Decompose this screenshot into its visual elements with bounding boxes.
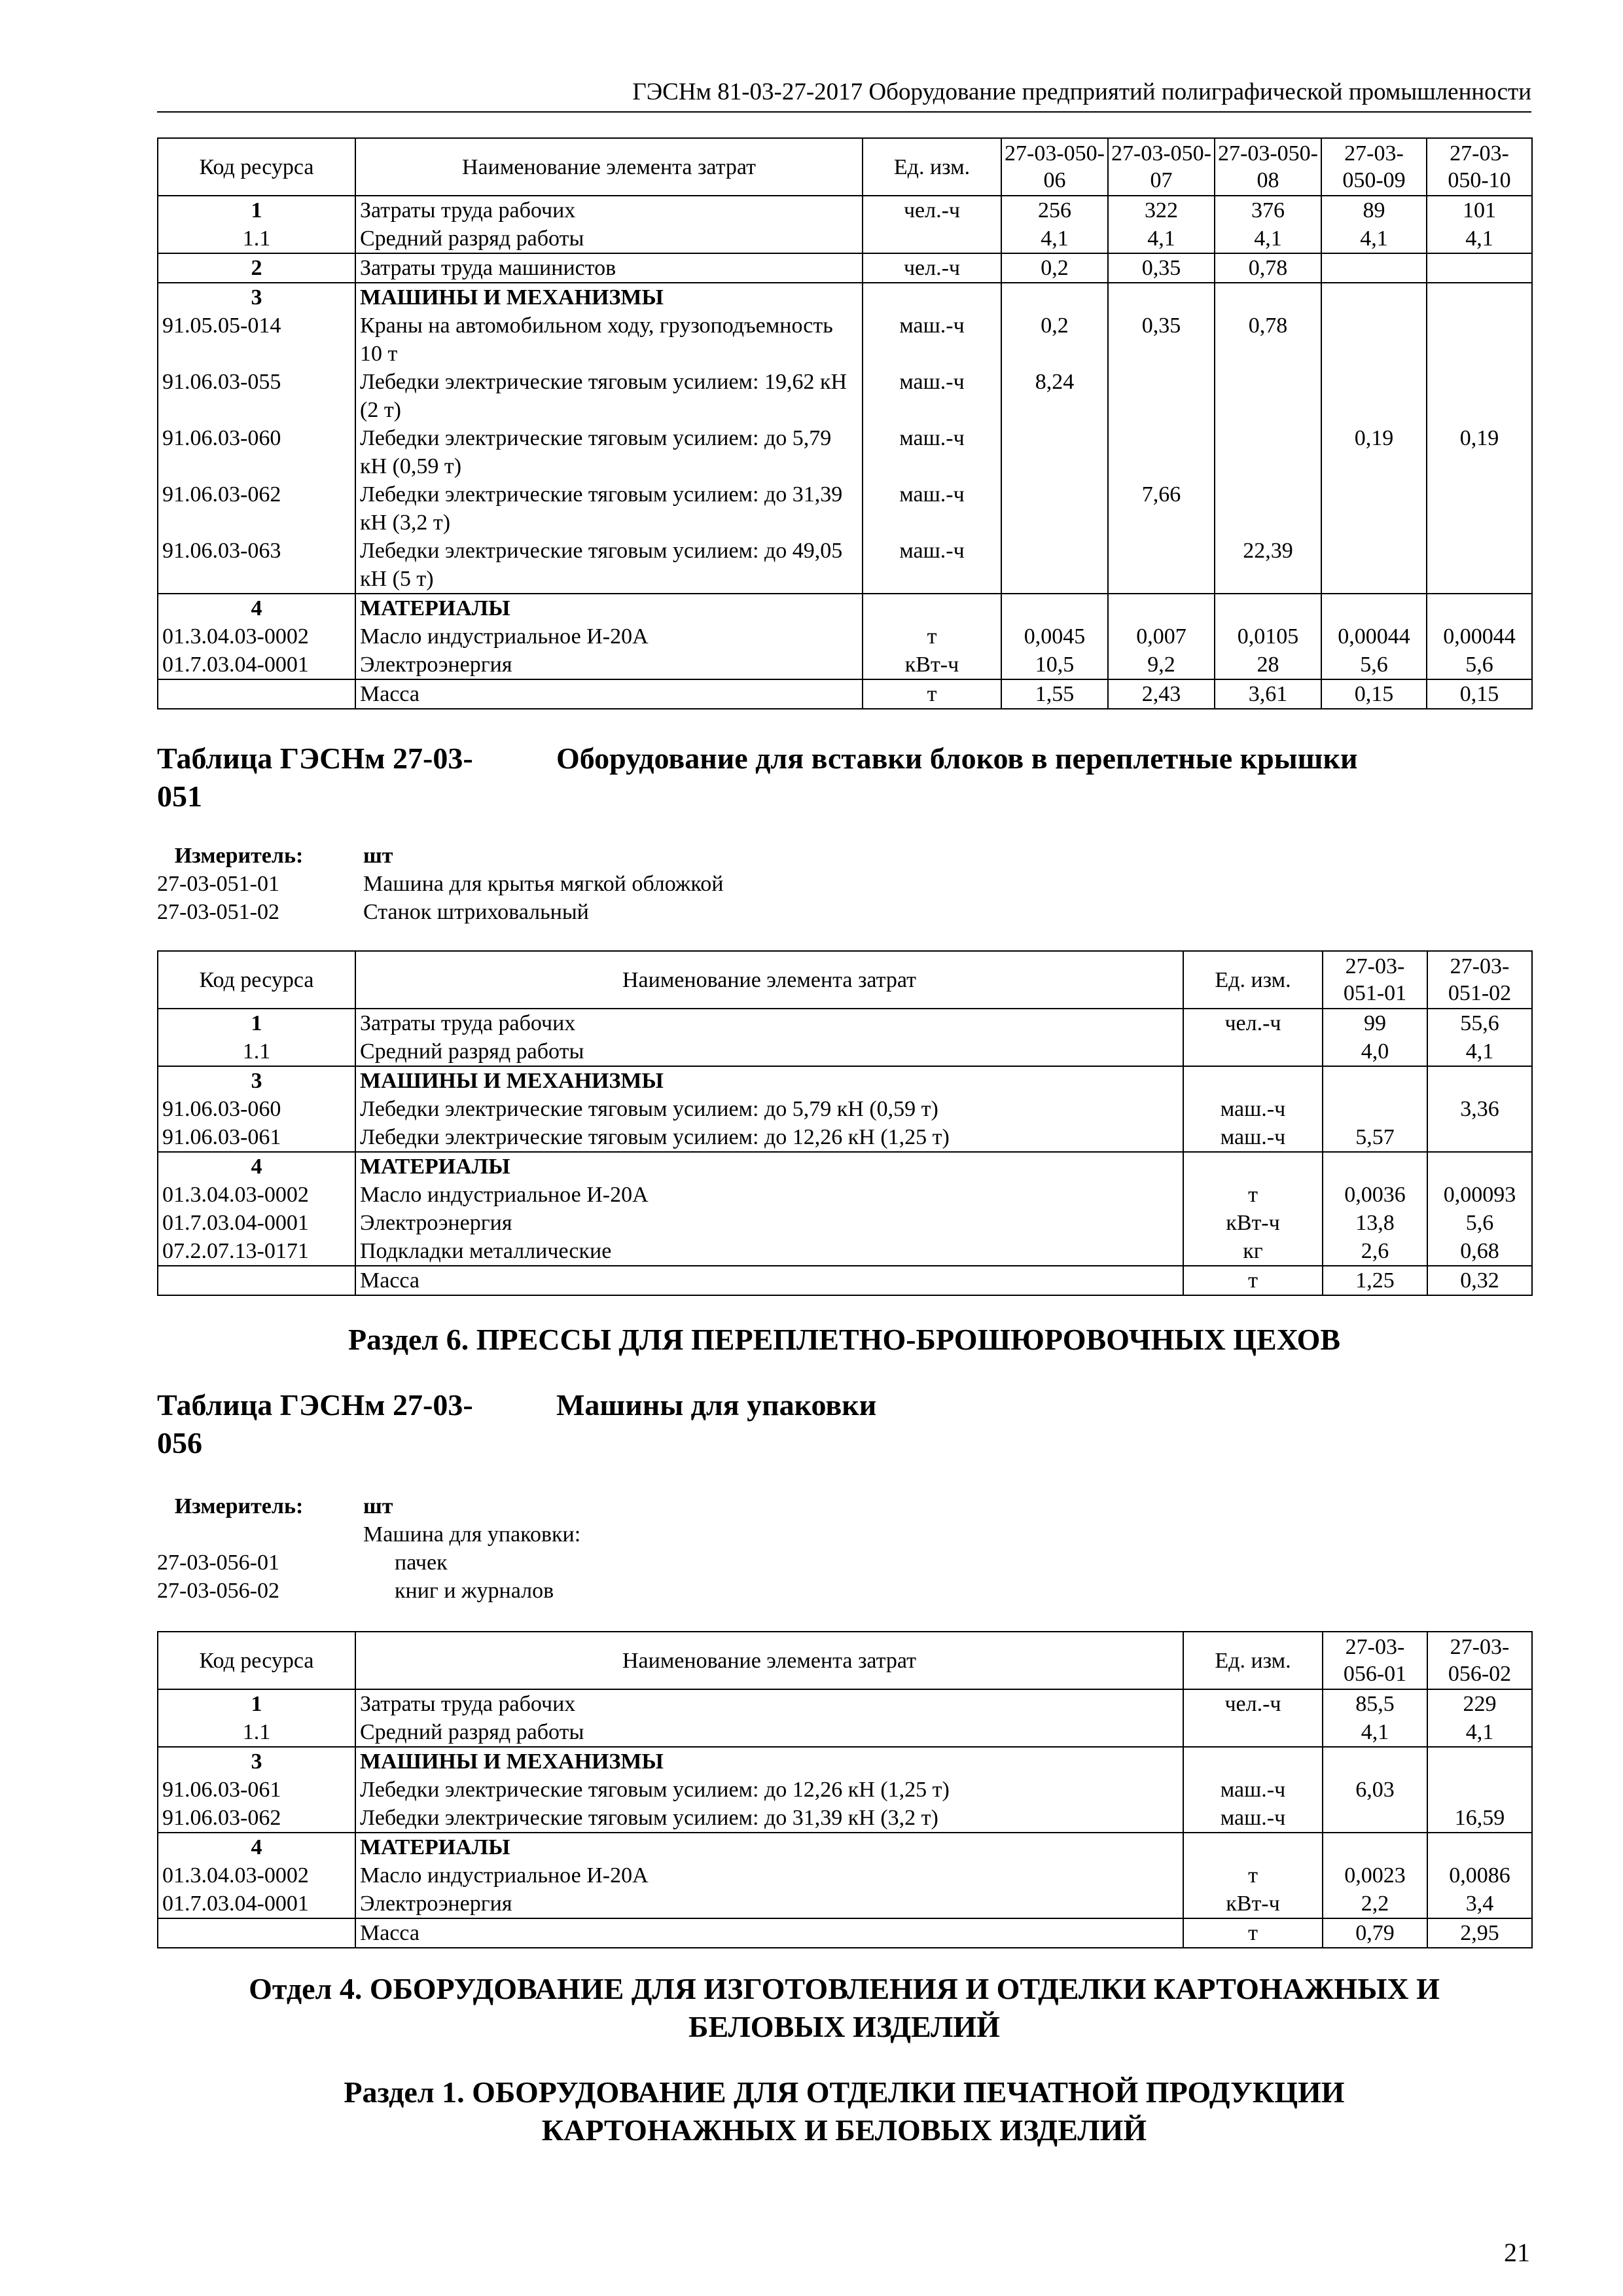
- cost-element-name-cell: Масса: [355, 1918, 1183, 1948]
- resource-code-cell: 91.06.03-055: [158, 368, 355, 424]
- table-row: [158, 196, 1532, 224]
- column-header: Ед. изм.: [863, 138, 1001, 196]
- unit-cell: чел.-ч: [863, 253, 1001, 283]
- norm-value-cell: 28: [1215, 651, 1321, 679]
- column-header: Ед. изм.: [1183, 951, 1323, 1009]
- item-code: 27-03-051-02: [157, 900, 279, 924]
- cost-element-name-cell: Масло индустриальное И-20А: [355, 622, 863, 651]
- unit-cell: кВт-ч: [1183, 1890, 1323, 1918]
- table-056-container: [157, 1631, 1531, 1948]
- resource-code-cell: [158, 1266, 355, 1295]
- norm-value-cell: [1427, 368, 1532, 424]
- column-header: 27-03-056-01: [1323, 1632, 1427, 1689]
- norm-value-cell: 0,007: [1108, 622, 1215, 651]
- norm-value-cell: [1323, 1747, 1427, 1776]
- cost-element-name-cell: Лебедки электрические тяговым усилием: до 5,79 кН (0,59 т): [355, 1095, 1183, 1123]
- table-row: [158, 1804, 1532, 1833]
- cost-element-name-cell: Масса: [355, 1266, 1183, 1295]
- norm-value-cell: 1,55: [1001, 679, 1108, 709]
- item-name: пачек: [395, 1551, 448, 1575]
- norm-value-cell: 0,00093: [1427, 1181, 1532, 1209]
- table-row: [158, 594, 1532, 622]
- table-row: [158, 1861, 1532, 1890]
- norm-value-cell: 16,59: [1427, 1804, 1532, 1833]
- cost-element-name-cell: Электроэнергия: [355, 651, 863, 679]
- unit-cell: чел.-ч: [863, 196, 1001, 224]
- resource-code-cell: 1: [158, 1009, 355, 1037]
- unit-cell: [1183, 1833, 1323, 1861]
- norm-value-cell: 9,2: [1108, 651, 1215, 679]
- meter-value: шт: [363, 1494, 393, 1518]
- norm-value-cell: [1323, 1095, 1427, 1123]
- norm-value-cell: 0,15: [1321, 679, 1427, 709]
- table-header-row: [158, 951, 1532, 1009]
- cost-element-name-cell: МАШИНЫ И МЕХАНИЗМЫ: [355, 283, 863, 312]
- norm-value-cell: 0,78: [1215, 253, 1321, 283]
- table-row: [158, 622, 1532, 651]
- resource-code-cell: 91.06.03-061: [158, 1776, 355, 1804]
- norm-value-cell: 0,2: [1001, 312, 1108, 368]
- cost-element-name-cell: МАТЕРИАЛЫ: [355, 1833, 1183, 1861]
- unit-cell: кг: [1183, 1237, 1323, 1266]
- column-header: 27-03-050-08: [1215, 138, 1321, 196]
- cost-element-name-cell: МАТЕРИАЛЫ: [355, 594, 863, 622]
- table-row: [158, 1181, 1532, 1209]
- norm-value-cell: 10,5: [1001, 651, 1108, 679]
- unit-cell: маш.-ч: [863, 480, 1001, 537]
- table-051-meter: [157, 842, 1531, 927]
- norm-value-cell: [1108, 283, 1215, 312]
- cost-element-name-cell: Затраты труда рабочих: [355, 1689, 1183, 1718]
- resource-code-cell: 4: [158, 1152, 355, 1181]
- norm-value-cell: 4,1: [1321, 224, 1427, 253]
- resource-table-050: [157, 137, 1533, 709]
- unit-cell: т: [863, 622, 1001, 651]
- cost-element-name-cell: МАТЕРИАЛЫ: [355, 1152, 1183, 1181]
- norm-value-cell: [1323, 1066, 1427, 1095]
- column-header: 27-03-050-09: [1321, 138, 1427, 196]
- norm-value-cell: [1001, 424, 1108, 480]
- running-header: ГЭСНм 81-03-27-2017 Оборудование предприятий полиграфической промышленности: [157, 73, 1531, 113]
- unit-cell: маш.-ч: [863, 424, 1001, 480]
- column-header: 27-03-051-01: [1323, 951, 1427, 1009]
- norm-value-cell: 0,00044: [1427, 622, 1532, 651]
- table-row: [158, 1066, 1532, 1095]
- norm-value-cell: 0,0036: [1323, 1181, 1427, 1209]
- resource-code-cell: 91.06.03-061: [158, 1123, 355, 1152]
- table-056-title: Машины для упаковки: [556, 1388, 877, 1422]
- norm-value-cell: 322: [1108, 196, 1215, 224]
- norm-value-cell: [1321, 283, 1427, 312]
- norm-value-cell: 0,68: [1427, 1237, 1532, 1266]
- resource-table-056: [157, 1631, 1533, 1948]
- resource-code-cell: 1.1: [158, 1718, 355, 1747]
- table-row: [158, 1689, 1532, 1718]
- resource-code-cell: 01.7.03.04-0001: [158, 1890, 355, 1918]
- norm-value-cell: 4,1: [1215, 224, 1321, 253]
- norm-value-cell: [1427, 1776, 1532, 1804]
- norm-value-cell: 55,6: [1427, 1009, 1532, 1037]
- unit-cell: [1183, 1066, 1323, 1095]
- item-name: книг и журналов: [395, 1579, 554, 1603]
- table-row: [158, 1890, 1532, 1918]
- unit-cell: [1183, 1718, 1323, 1747]
- column-header: Код ресурса: [158, 138, 355, 196]
- column-header: 27-03-056-02: [1427, 1632, 1532, 1689]
- unit-cell: маш.-ч: [863, 312, 1001, 368]
- section-6-heading: Раздел 6. ПРЕССЫ ДЛЯ ПЕРЕПЛЕТНО-БРОШЮРОВОЧНЫХ ЦЕХОВ: [348, 1323, 1341, 1356]
- norm-value-cell: [1108, 368, 1215, 424]
- norm-value-cell: 4,0: [1323, 1037, 1427, 1066]
- unit-cell: чел.-ч: [1183, 1689, 1323, 1718]
- unit-cell: маш.-ч: [863, 368, 1001, 424]
- resource-code-cell: 3: [158, 1747, 355, 1776]
- resource-code-cell: 01.3.04.03-0002: [158, 1181, 355, 1209]
- unit-cell: т: [1183, 1861, 1323, 1890]
- norm-value-cell: 0,2: [1001, 253, 1108, 283]
- norm-value-cell: [1215, 283, 1321, 312]
- norm-value-cell: [1321, 368, 1427, 424]
- cost-element-name-cell: Средний разряд работы: [355, 1037, 1183, 1066]
- cost-element-name-cell: Масса: [355, 679, 863, 709]
- table-row: [158, 1918, 1532, 1948]
- norm-value-cell: [1001, 480, 1108, 537]
- table-row: [158, 679, 1532, 709]
- norm-value-cell: 0,19: [1321, 424, 1427, 480]
- table-051-container: [157, 950, 1531, 1296]
- norm-value-cell: 4,1: [1323, 1718, 1427, 1747]
- norm-value-cell: [1427, 1066, 1532, 1095]
- norm-value-cell: [1321, 253, 1427, 283]
- meter-value: шт: [363, 844, 393, 868]
- resource-code-cell: 91.06.03-062: [158, 1804, 355, 1833]
- column-header: 27-03-051-02: [1427, 951, 1532, 1009]
- norm-value-cell: 256: [1001, 196, 1108, 224]
- unit-cell: [863, 224, 1001, 253]
- table-row: [158, 1237, 1532, 1266]
- norm-value-cell: 13,8: [1323, 1209, 1427, 1237]
- unit-cell: т: [1183, 1266, 1323, 1295]
- column-header: Наименование элемента затрат: [355, 951, 1183, 1009]
- resource-code-cell: 91.06.03-063: [158, 537, 355, 594]
- table-row: [158, 224, 1532, 253]
- resource-code-cell: 1: [158, 1689, 355, 1718]
- unit-cell: чел.-ч: [1183, 1009, 1323, 1037]
- table-row: [158, 480, 1532, 537]
- resource-code-cell: 1.1: [158, 1037, 355, 1066]
- norm-value-cell: 0,00044: [1321, 622, 1427, 651]
- norm-value-cell: 5,6: [1321, 651, 1427, 679]
- resource-code-cell: 91.06.03-060: [158, 1095, 355, 1123]
- column-header: Ед. изм.: [1183, 1632, 1323, 1689]
- norm-value-cell: 85,5: [1323, 1689, 1427, 1718]
- cost-element-name-cell: Электроэнергия: [355, 1209, 1183, 1237]
- cost-element-name-cell: Лебедки электрические тяговым усилием: до 31,39 кН (3,2 т): [355, 1804, 1183, 1833]
- table-header-row: [158, 1632, 1532, 1689]
- norm-value-cell: 2,95: [1427, 1918, 1532, 1948]
- norm-value-cell: 0,78: [1215, 312, 1321, 368]
- norm-value-cell: [1321, 480, 1427, 537]
- norm-value-cell: [1321, 594, 1427, 622]
- cost-element-name-cell: Лебедки электрические тяговым усилием: до 5,79 кН (0,59 т): [355, 424, 863, 480]
- unit-cell: маш.-ч: [1183, 1804, 1323, 1833]
- norm-value-cell: 229: [1427, 1689, 1532, 1718]
- page-number: 21: [1504, 2238, 1530, 2267]
- resource-table-051: [157, 950, 1533, 1296]
- norm-value-cell: [1427, 537, 1532, 594]
- cost-element-name-cell: Лебедки электрические тяговым усилием: до 12,26 кН (1,25 т): [355, 1776, 1183, 1804]
- norm-value-cell: [1215, 424, 1321, 480]
- cost-element-name-cell: Подкладки металлические: [355, 1237, 1183, 1266]
- unit-cell: маш.-ч: [1183, 1095, 1323, 1123]
- norm-value-cell: 0,15: [1427, 679, 1532, 709]
- column-header: Наименование элемента затрат: [355, 138, 863, 196]
- item-name: Машина для крытья мягкой обложкой: [363, 872, 724, 896]
- cost-element-name-cell: Масло индустриальное И-20А: [355, 1861, 1183, 1890]
- resource-code-cell: 4: [158, 1833, 355, 1861]
- norm-value-cell: [1427, 1123, 1532, 1152]
- resource-code-cell: 91.06.03-062: [158, 480, 355, 537]
- table-050-container: [157, 137, 1531, 709]
- cost-element-name-cell: Средний разряд работы: [355, 1718, 1183, 1747]
- table-051-number: Таблица ГЭСНм 27-03-051: [157, 742, 473, 813]
- norm-value-cell: 5,6: [1427, 651, 1532, 679]
- norm-value-cell: [1323, 1152, 1427, 1181]
- norm-value-cell: 2,6: [1323, 1237, 1427, 1266]
- cost-element-name-cell: Электроэнергия: [355, 1890, 1183, 1918]
- norm-value-cell: [1321, 537, 1427, 594]
- table-row: [158, 368, 1532, 424]
- norm-value-cell: [1427, 253, 1532, 283]
- norm-value-cell: [1108, 537, 1215, 594]
- unit-cell: [863, 594, 1001, 622]
- norm-value-cell: 7,66: [1108, 480, 1215, 537]
- resource-code-cell: [158, 1918, 355, 1948]
- unit-cell: маш.-ч: [1183, 1123, 1323, 1152]
- table-row: [158, 537, 1532, 594]
- table-row: [158, 1266, 1532, 1295]
- norm-value-cell: 0,35: [1108, 253, 1215, 283]
- resource-code-cell: 3: [158, 283, 355, 312]
- resource-code-cell: 1: [158, 196, 355, 224]
- unit-cell: т: [863, 679, 1001, 709]
- norm-value-cell: [1427, 312, 1532, 368]
- table-row: [158, 1123, 1532, 1152]
- table-056-number: Таблица ГЭСНм 27-03-056: [157, 1388, 473, 1460]
- norm-value-cell: 101: [1427, 196, 1532, 224]
- norm-value-cell: 2,43: [1108, 679, 1215, 709]
- item-group-name: Машина для упаковки:: [363, 1522, 581, 1547]
- norm-value-cell: 4,1: [1427, 224, 1532, 253]
- cost-element-name-cell: Краны на автомобильном ходу, грузоподъемность 10 т: [355, 312, 863, 368]
- norm-value-cell: [1427, 1747, 1532, 1776]
- column-header: Наименование элемента затрат: [355, 1632, 1183, 1689]
- resource-code-cell: 4: [158, 594, 355, 622]
- section-1-heading: Раздел 1. ОБОРУДОВАНИЕ ДЛЯ ОТДЕЛКИ ПЕЧАТНОЙ ПРОДУКЦИИ КАРТОНАЖНЫХ И БЕЛОВЫХ ИЗДЕЛИЙ: [344, 2075, 1345, 2147]
- norm-value-cell: [1215, 368, 1321, 424]
- resource-code-cell: 91.05.05-014: [158, 312, 355, 368]
- norm-value-cell: [1001, 283, 1108, 312]
- norm-value-cell: 3,61: [1215, 679, 1321, 709]
- norm-value-cell: 4,1: [1001, 224, 1108, 253]
- table-row: [158, 1833, 1532, 1861]
- cost-element-name-cell: МАШИНЫ И МЕХАНИЗМЫ: [355, 1747, 1183, 1776]
- table-row: [158, 1009, 1532, 1037]
- norm-value-cell: 22,39: [1215, 537, 1321, 594]
- column-header: Код ресурса: [158, 1632, 355, 1689]
- resource-code-cell: 07.2.07.13-0171: [158, 1237, 355, 1266]
- column-header: 27-03-050-06: [1001, 138, 1108, 196]
- cost-element-name-cell: Лебедки электрические тяговым усилием: до 31,39 кН (3,2 т): [355, 480, 863, 537]
- norm-value-cell: 4,1: [1427, 1037, 1532, 1066]
- norm-value-cell: [1323, 1833, 1427, 1861]
- norm-value-cell: [1427, 480, 1532, 537]
- norm-value-cell: [1215, 594, 1321, 622]
- norm-value-cell: 0,0045: [1001, 622, 1108, 651]
- table-header-row: [158, 138, 1532, 196]
- norm-value-cell: 5,6: [1427, 1209, 1532, 1237]
- norm-value-cell: 99: [1323, 1009, 1427, 1037]
- resource-code-cell: 2: [158, 253, 355, 283]
- table-row: [158, 1152, 1532, 1181]
- table-051-title: Оборудование для вставки блоков в переплетные крышки: [556, 742, 1358, 775]
- unit-cell: [1183, 1747, 1323, 1776]
- unit-cell: т: [1183, 1918, 1323, 1948]
- resource-code-cell: [158, 679, 355, 709]
- unit-cell: [863, 283, 1001, 312]
- department-4-heading: Отдел 4. ОБОРУДОВАНИЕ ДЛЯ ИЗГОТОВЛЕНИЯ И ОТДЕЛКИ КАРТОНАЖНЫХ И БЕЛОВЫХ ИЗДЕЛИЙ: [249, 1972, 1440, 2043]
- norm-value-cell: [1321, 312, 1427, 368]
- resource-code-cell: 01.3.04.03-0002: [158, 1861, 355, 1890]
- unit-cell: [1183, 1152, 1323, 1181]
- cost-element-name-cell: Лебедки электрические тяговым усилием: до 49,05 кН (5 т): [355, 537, 863, 594]
- table-row: [158, 1718, 1532, 1747]
- unit-cell: [1183, 1037, 1323, 1066]
- unit-cell: кВт-ч: [863, 651, 1001, 679]
- table-row: [158, 253, 1532, 283]
- norm-value-cell: 0,79: [1323, 1918, 1427, 1948]
- resource-code-cell: 01.7.03.04-0001: [158, 651, 355, 679]
- table-row: [158, 1095, 1532, 1123]
- norm-value-cell: 0,35: [1108, 312, 1215, 368]
- norm-value-cell: 0,32: [1427, 1266, 1532, 1295]
- table-056-meter: [157, 1492, 1531, 1607]
- norm-value-cell: [1427, 594, 1532, 622]
- resource-code-cell: 01.3.04.03-0002: [158, 622, 355, 651]
- norm-value-cell: 5,57: [1323, 1123, 1427, 1152]
- norm-value-cell: 0,0086: [1427, 1861, 1532, 1890]
- cost-element-name-cell: Затраты труда рабочих: [355, 196, 863, 224]
- unit-cell: маш.-ч: [863, 537, 1001, 594]
- unit-cell: маш.-ч: [1183, 1776, 1323, 1804]
- norm-value-cell: 6,03: [1323, 1776, 1427, 1804]
- norm-value-cell: 89: [1321, 196, 1427, 224]
- table-row: [158, 1747, 1532, 1776]
- norm-value-cell: 8,24: [1001, 368, 1108, 424]
- cost-element-name-cell: Затраты труда машинистов: [355, 253, 863, 283]
- resource-code-cell: 1.1: [158, 224, 355, 253]
- norm-value-cell: [1108, 594, 1215, 622]
- norm-value-cell: 3,36: [1427, 1095, 1532, 1123]
- column-header: Код ресурса: [158, 951, 355, 1009]
- cost-element-name-cell: Лебедки электрические тяговым усилием: 19,62 кН (2 т): [355, 368, 863, 424]
- norm-value-cell: 0,19: [1427, 424, 1532, 480]
- column-header: 27-03-050-07: [1108, 138, 1215, 196]
- table-row: [158, 1209, 1532, 1237]
- table-row: [158, 283, 1532, 312]
- norm-value-cell: 0,0105: [1215, 622, 1321, 651]
- item-code: 27-03-056-01: [157, 1551, 279, 1575]
- norm-value-cell: 4,1: [1427, 1718, 1532, 1747]
- resource-code-cell: 91.06.03-060: [158, 424, 355, 480]
- column-header: 27-03-050-10: [1427, 138, 1532, 196]
- meter-label: Измеритель:: [174, 1494, 304, 1518]
- norm-value-cell: 3,4: [1427, 1890, 1532, 1918]
- resource-code-cell: 01.7.03.04-0001: [158, 1209, 355, 1237]
- norm-value-cell: 1,25: [1323, 1266, 1427, 1295]
- table-row: [158, 1776, 1532, 1804]
- table-row: [158, 651, 1532, 679]
- cost-element-name-cell: Средний разряд работы: [355, 224, 863, 253]
- norm-value-cell: [1323, 1804, 1427, 1833]
- cost-element-name-cell: МАШИНЫ И МЕХАНИЗМЫ: [355, 1066, 1183, 1095]
- norm-value-cell: 2,2: [1323, 1890, 1427, 1918]
- norm-value-cell: 4,1: [1108, 224, 1215, 253]
- norm-value-cell: [1427, 1152, 1532, 1181]
- cost-element-name-cell: Лебедки электрические тяговым усилием: до 12,26 кН (1,25 т): [355, 1123, 1183, 1152]
- item-code: 27-03-051-01: [157, 872, 279, 896]
- norm-value-cell: [1427, 1833, 1532, 1861]
- norm-value-cell: 376: [1215, 196, 1321, 224]
- norm-value-cell: [1108, 424, 1215, 480]
- table-row: [158, 1037, 1532, 1066]
- norm-value-cell: [1001, 594, 1108, 622]
- table-row: [158, 312, 1532, 368]
- norm-value-cell: [1215, 480, 1321, 537]
- norm-value-cell: 0,0023: [1323, 1861, 1427, 1890]
- unit-cell: кВт-ч: [1183, 1209, 1323, 1237]
- table-row: [158, 424, 1532, 480]
- cost-element-name-cell: Затраты труда рабочих: [355, 1009, 1183, 1037]
- norm-value-cell: [1001, 537, 1108, 594]
- resource-code-cell: 3: [158, 1066, 355, 1095]
- meter-label: Измеритель:: [174, 844, 304, 868]
- item-code: 27-03-056-02: [157, 1579, 279, 1603]
- unit-cell: т: [1183, 1181, 1323, 1209]
- cost-element-name-cell: Масло индустриальное И-20А: [355, 1181, 1183, 1209]
- norm-value-cell: [1427, 283, 1532, 312]
- item-name: Станок штриховальный: [363, 900, 589, 924]
